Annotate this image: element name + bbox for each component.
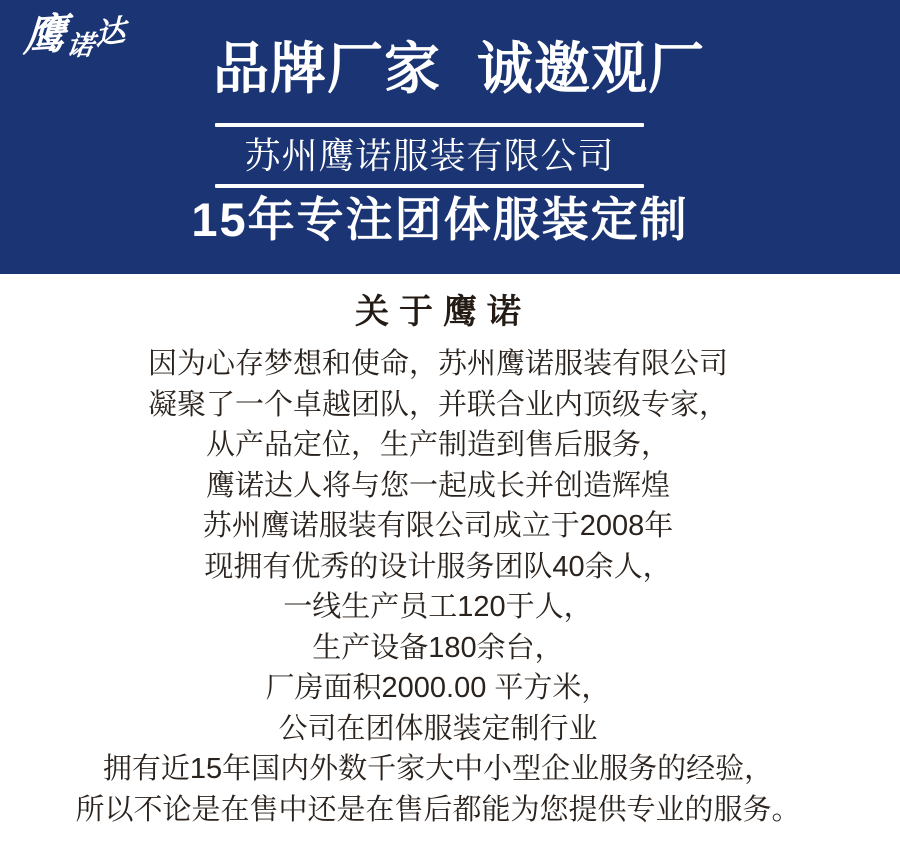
about-line: 凝聚了一个卓越团队，并联合业内顶级专家， (147, 388, 728, 421)
about-line: 所以不论是在售中还是在售后都能为您提供专业的服务。 (75, 793, 801, 826)
about-line: 从产品定位，生产制造到售后服务， (205, 429, 670, 461)
main-title-part2: 诚邀观厂 (477, 37, 705, 100)
main-title (0, 38, 900, 100)
company-name: 苏州鹰诺服装有限公司 (244, 135, 615, 176)
about-section (0, 274, 900, 830)
about-line: 鹰诺达人将与您一起成长并创造辉煌 (205, 469, 670, 502)
about-line: 厂房面积2000.00 平方米， (265, 672, 611, 704)
banner-header (0, 0, 900, 274)
about-line: 生产设备180余台， (312, 631, 564, 664)
about-line: 因为心存梦想和使命，苏州鹰诺服装有限公司 (147, 348, 728, 380)
about-heading: 关于鹰诺 (355, 293, 531, 331)
about-line: 公司在团体服装定制行业 (278, 712, 598, 745)
about-line: 一线生产员工120于人， (283, 591, 593, 623)
header-subtitle: 15年专注团体服装定制 (191, 193, 689, 246)
logo-char-2: 诺 (65, 30, 96, 62)
logo-char-1: 鹰 (22, 9, 68, 60)
about-line: 苏州鹰诺服装有限公司成立于2008年 (202, 510, 674, 542)
about-line: 拥有近15年国内外数千家大中小型企业服务的经验， (102, 753, 774, 785)
main-title-part1: 品牌厂家 (213, 37, 441, 100)
about-line: 现拥有优秀的设计服务团队40余人， (204, 550, 672, 583)
logo-char-3: 达 (94, 14, 126, 53)
about-body (0, 344, 876, 830)
divider-line-bottom (215, 184, 644, 188)
